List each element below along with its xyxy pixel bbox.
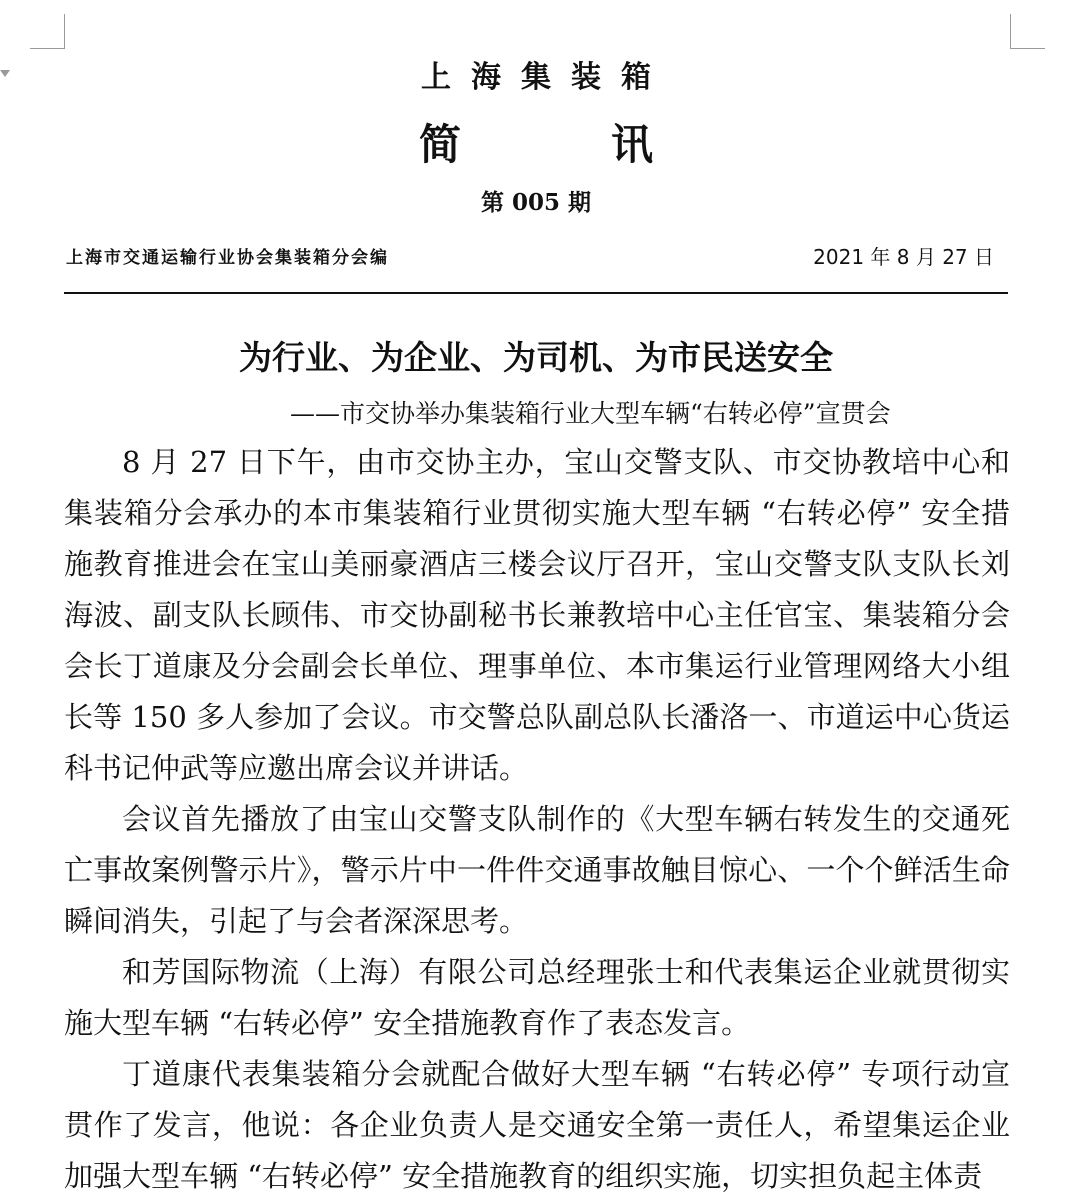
issue-number: 第 005 期 <box>480 189 592 216</box>
crop-mark-top-right <box>1010 14 1045 49</box>
masthead-title-left: 简 <box>418 120 461 169</box>
paragraph: 丁道康代表集装箱分会就配合做好大型车辆 “右转必停” 专项行动宣贯作了发言，他说：各企业负责人是交通安全第一责任人，希望集运企业加强大型车辆 “右转必停” 安全措施教育的组织实施，切实担负起主体责 <box>64 1057 1010 1193</box>
paragraph: 会议首先播放了由宝山交警支队制作的《大型车辆右转发生的交通死亡事故案例警示片》，警示片中一件件交通事故触目惊心、一个个鲜活生命瞬间消失，引起了与会者深深思考。 <box>64 802 1010 938</box>
masthead-title-right: 讯 <box>611 120 654 169</box>
editor-line: 上海市交通运输行业协会集装箱分会编 <box>66 248 389 268</box>
masthead-title <box>0 118 1072 172</box>
article-body <box>64 437 1010 1202</box>
masthead-org: 上海集装箱 <box>421 60 671 95</box>
paragraph: 8 月 27 日下午，由市交协主办，宝山交警支队、市交协教培中心和集装箱分会承办的本市集装箱行业贯彻实施大型车辆 “右转必停” 安全措施教育推进会在宝山美丽豪酒店三楼会议厅召开，宝山交警支队支队长刘海波、副支队长顾伟、市交协副秘书长兼教培中心主任官宝、集装箱分会会长丁道康及分会副会长单位、理事单位、本市集运行业管理网络大小组长等 150 多人参加了会议。市交警总队副总队长潘洛一、市道运中心货运科书记仲武等应邀出席会议并讲话。 <box>64 445 1010 785</box>
article-subtitle: ——市交协举办集装箱行业大型车辆“右转必停”宣贯会 <box>290 399 891 428</box>
header-divider <box>64 292 1008 294</box>
crop-mark-top-left <box>30 14 65 49</box>
paragraph: 和芳国际物流（上海）有限公司总经理张士和代表集运企业就贯彻实施大型车辆 “右转必停” 安全措施教育作了表态发言。 <box>64 955 1010 1040</box>
issue-date: 2021 年 8 月 27 日 <box>813 245 994 269</box>
article-title: 为行业、为企业、为司机、为市民送安全 <box>239 338 833 377</box>
